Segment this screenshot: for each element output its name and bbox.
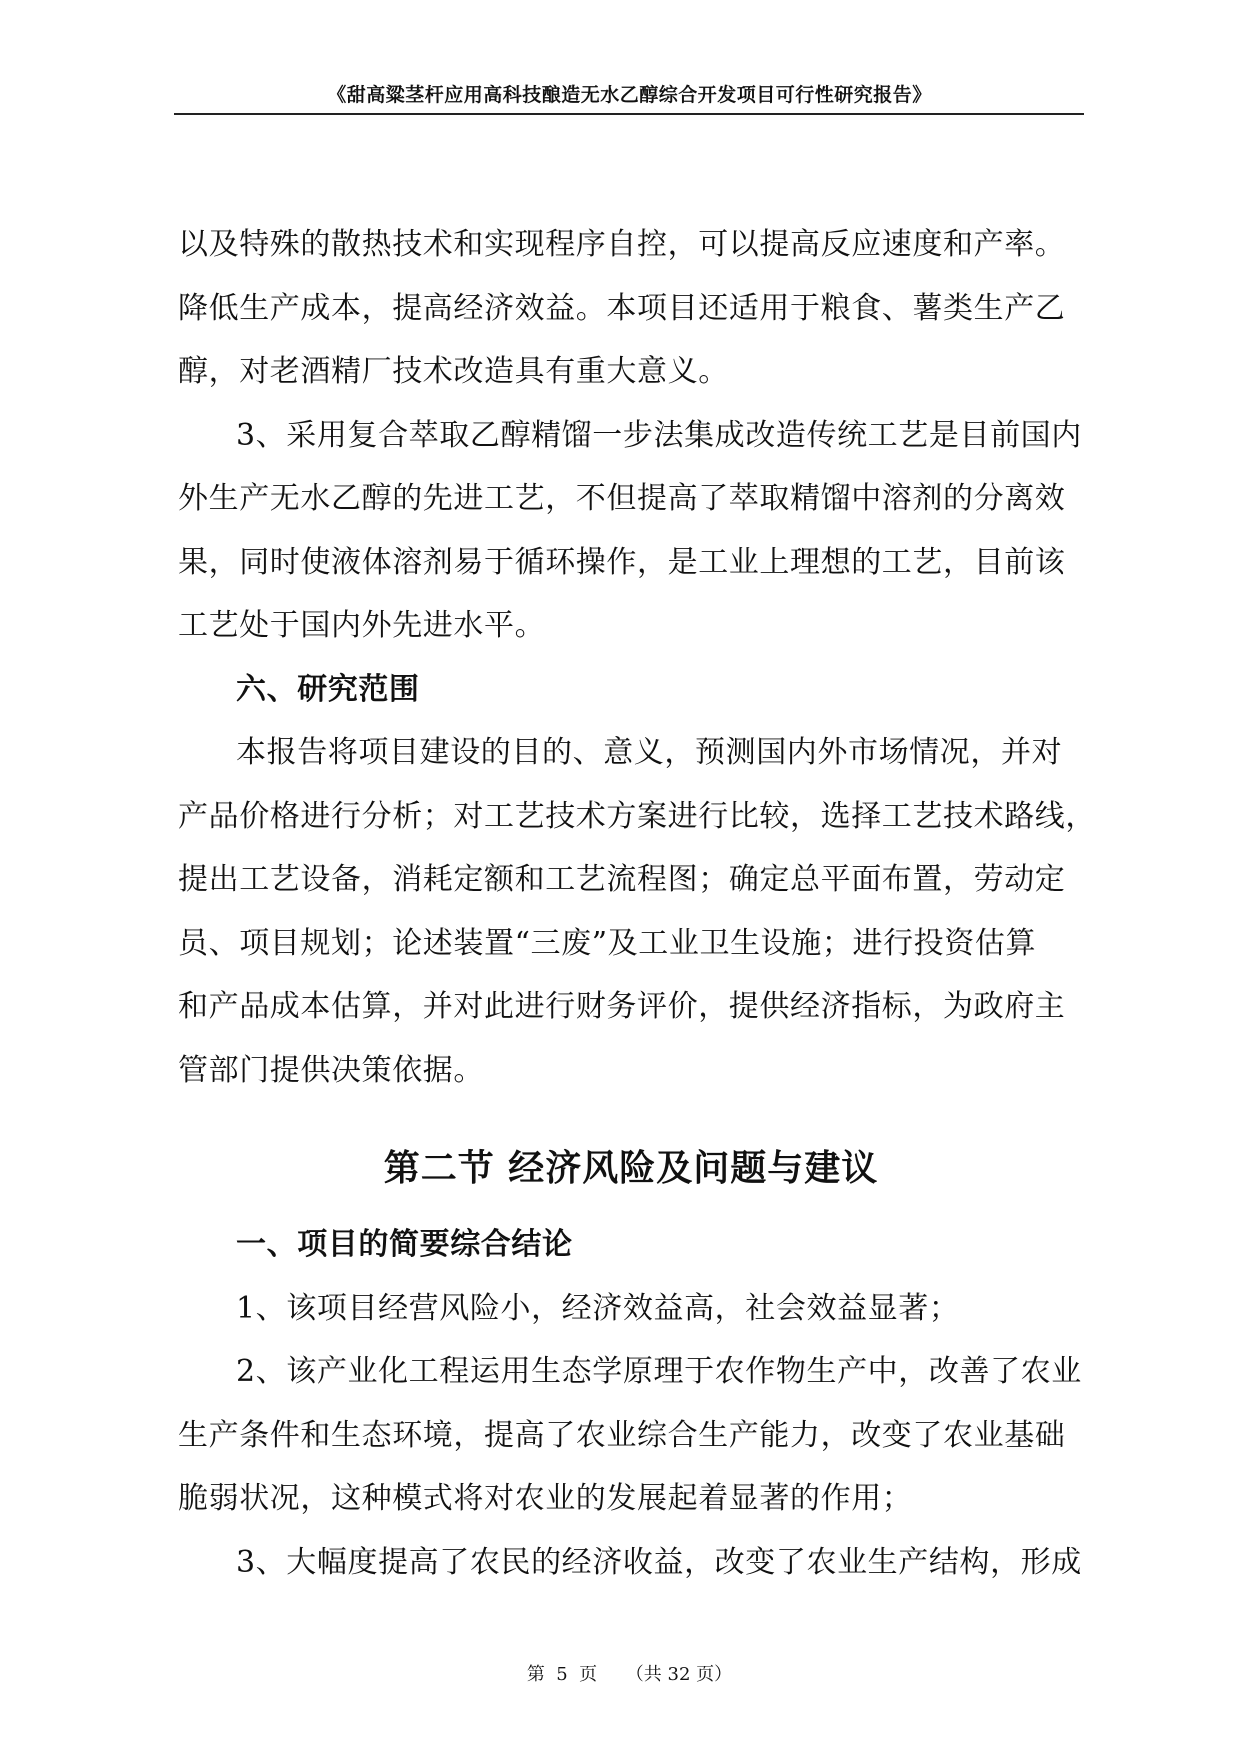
subheading-research-scope: 六、研究范围 [236, 671, 420, 707]
subheading-summary: 一、项目的简要综合结论 [236, 1227, 573, 1262]
paragraph-line: 本报告将项目建设的目的、意义，预测国内外市场情况，并对 [236, 735, 1063, 770]
section-title: 第二节 经济风险及问题与建议 [383, 1147, 879, 1189]
paragraph-line: 提出工艺设备，消耗定额和工艺流程图；确定总平面布置，劳动定 [178, 862, 1066, 897]
paragraph-line: 工艺处于国内外先进水平。 [178, 608, 546, 643]
header-divider [174, 113, 1084, 115]
page-footer: 第 5 页 （共 32 页） [526, 1664, 733, 1685]
body-block-2 [178, 1213, 1084, 1594]
paragraph-line: 生产条件和生态环境，提高了农业综合生产能力，改变了农业基础 [178, 1417, 1066, 1453]
paragraph-line: 外生产无水乙醇的先进工艺，不但提高了萃取精馏中溶剂的分离效 [178, 481, 1066, 516]
paragraph-line: 以及特殊的散热技术和实现程序自控，可以提高反应速度和产率。 [178, 227, 1066, 262]
body-block-1 [178, 213, 1096, 1102]
paragraph-line: 1、该项目经营风险小，经济效益高，社会效益显著； [236, 1290, 960, 1326]
paragraph-line: 员、项目规划；论述装置“三废”及工业卫生设施；进行投资估算 [178, 925, 1037, 961]
paragraph-line: 3、大幅度提高了农民的经济收益，改变了农业生产结构，形成 [236, 1544, 1082, 1580]
running-header: 《甜高粱茎杆应用高科技酿造无水乙醇综合开发项目可行性研究报告》 [327, 84, 932, 106]
paragraph-line: 产品价格进行分析；对工艺技术方案进行比较，选择工艺技术路线， [178, 798, 1096, 834]
paragraph-line: 3、采用复合萃取乙醇精馏一步法集成改造传统工艺是目前国内 [236, 417, 1082, 453]
paragraph-line: 果，同时使液体溶剂易于循环操作，是工业上理想的工艺，目前该 [178, 544, 1066, 580]
paragraph-line: 醇，对老酒精厂技术改造具有重大意义。 [178, 354, 729, 389]
paragraph-line: 脆弱状况，这种模式将对农业的发展起着显著的作用； [178, 1481, 913, 1516]
paragraph-line: 和产品成本估算，并对此进行财务评价，提供经济指标，为政府主 [178, 989, 1066, 1024]
paragraph-line: 2、该产业化工程运用生态学原理于农作物生产中，改善了农业 [236, 1354, 1082, 1389]
paragraph-line: 降低生产成本，提高经济效益。本项目还适用于粮食、薯类生产乙 [178, 290, 1066, 326]
paragraph-line: 管部门提供决策依据。 [178, 1052, 484, 1088]
